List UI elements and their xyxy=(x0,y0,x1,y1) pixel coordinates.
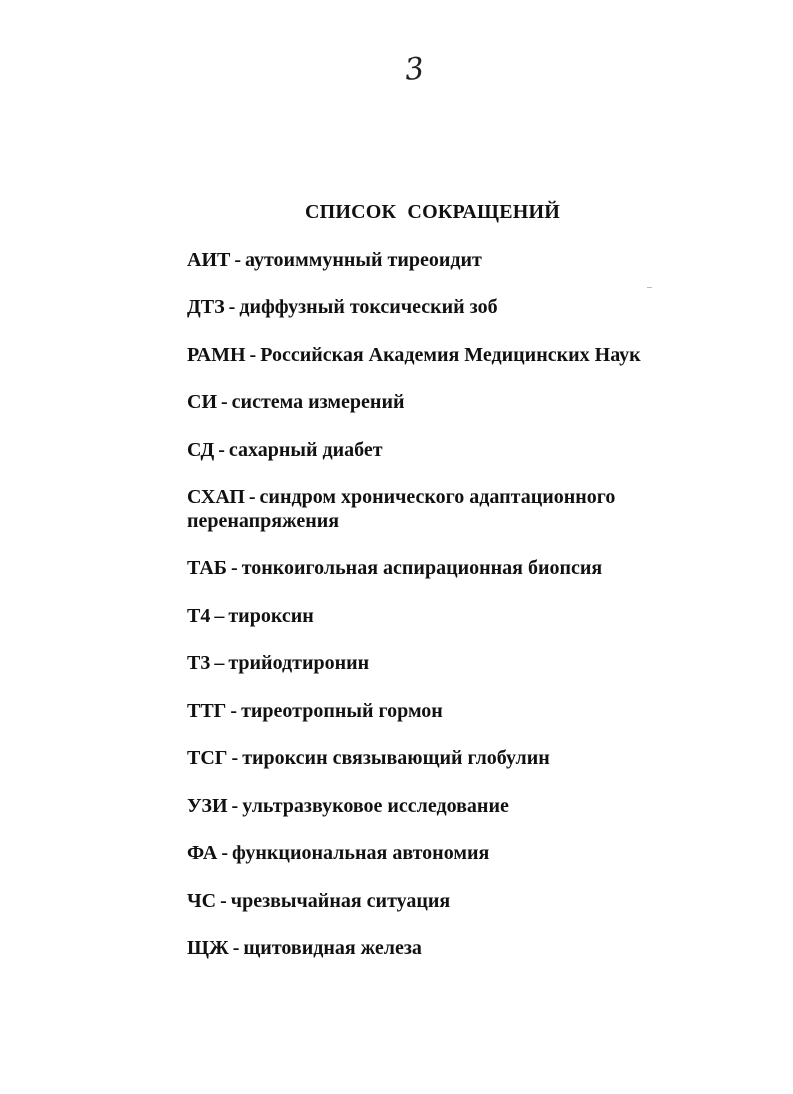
abbreviation-entry xyxy=(187,651,747,675)
abbreviation-term: АИТ xyxy=(187,249,231,271)
abbreviation-term: СД xyxy=(187,439,215,461)
abbreviation-separator: - xyxy=(221,391,228,413)
abbreviation-entry xyxy=(187,485,747,533)
abbreviation-meaning: функциональная автономия xyxy=(232,842,490,864)
abbreviation-meaning: тироксин связывающий глобулин xyxy=(242,747,550,769)
abbreviation-separator: - xyxy=(230,700,238,722)
abbreviation-term: СХАП xyxy=(187,486,245,508)
abbreviation-meaning-continued: перенапряжения xyxy=(187,510,340,532)
abbreviation-meaning: диффузный токсический зоб xyxy=(239,296,498,318)
abbreviation-meaning: аутоиммунный тиреоидит xyxy=(245,249,482,271)
abbreviation-separator: – xyxy=(214,605,225,627)
abbreviation-term: ДТЗ xyxy=(187,296,225,318)
abbreviation-separator: - xyxy=(249,344,257,366)
abbreviation-meaning: тиреотропный гормон xyxy=(241,700,443,722)
abbreviation-term: ТСГ xyxy=(187,747,228,769)
abbreviation-term: СИ xyxy=(187,391,217,413)
page-title: СПИСОК СОКРАЩЕНИЙ xyxy=(304,201,561,223)
abbreviation-separator: - xyxy=(231,747,239,769)
abbreviation-meaning: щитовидная железа xyxy=(243,937,422,959)
scan-speck xyxy=(647,287,652,288)
abbreviation-entry xyxy=(187,794,747,818)
abbreviation-meaning: тироксин xyxy=(228,605,314,627)
abbreviation-separator: - xyxy=(228,296,236,318)
abbreviation-term: ТТГ xyxy=(187,700,227,722)
abbreviation-separator: - xyxy=(232,937,240,959)
abbreviation-separator: - xyxy=(248,486,256,508)
abbreviation-entry xyxy=(187,746,747,770)
abbreviation-entry xyxy=(187,699,747,723)
abbreviation-separator: - xyxy=(231,557,238,579)
abbreviation-entry xyxy=(187,438,747,462)
abbreviation-term: ЧС xyxy=(187,890,217,912)
abbreviation-entry xyxy=(187,248,747,272)
abbreviation-meaning: трийодтиронин xyxy=(228,652,370,674)
page-number: 3 xyxy=(403,51,426,88)
abbreviation-entry xyxy=(187,295,747,319)
abbreviation-meaning: система измерений xyxy=(231,391,405,413)
abbreviation-term: ЩЖ xyxy=(187,937,229,959)
abbreviation-separator: - xyxy=(220,890,227,912)
abbreviation-separator: - xyxy=(221,842,229,864)
abbreviation-term: УЗИ xyxy=(187,795,228,817)
abbreviation-entry xyxy=(187,889,747,913)
abbreviation-meaning: чрезвычайная ситуация xyxy=(230,890,451,912)
abbreviation-term: ФА xyxy=(187,842,218,864)
abbreviation-entry xyxy=(187,343,747,367)
abbreviation-meaning: синдром хронического адаптационного xyxy=(259,486,616,508)
abbreviation-separator: - xyxy=(231,795,239,817)
abbreviation-separator: - xyxy=(218,439,225,461)
abbreviation-entry xyxy=(187,936,747,960)
abbreviation-meaning: ультразвуковое исследование xyxy=(242,795,509,817)
abbreviation-term: ТАБ xyxy=(187,557,228,579)
abbreviation-meaning: тонкоигольная аспирационная биопсия xyxy=(241,557,603,579)
abbreviation-separator: - xyxy=(234,249,242,271)
abbreviation-entry xyxy=(187,556,747,580)
abbreviation-term: Т3 xyxy=(187,652,211,674)
abbreviation-meaning: сахарный диабет xyxy=(228,439,383,461)
abbreviation-meaning: Российская Академия Медицинских Наук xyxy=(260,344,641,366)
abbreviation-term: РАМН xyxy=(187,344,246,366)
abbreviation-term: Т4 xyxy=(187,605,211,627)
abbreviation-separator: – xyxy=(214,652,225,674)
abbreviation-entry xyxy=(187,604,747,628)
abbreviation-entry xyxy=(187,390,747,414)
abbreviation-entry xyxy=(187,841,747,865)
